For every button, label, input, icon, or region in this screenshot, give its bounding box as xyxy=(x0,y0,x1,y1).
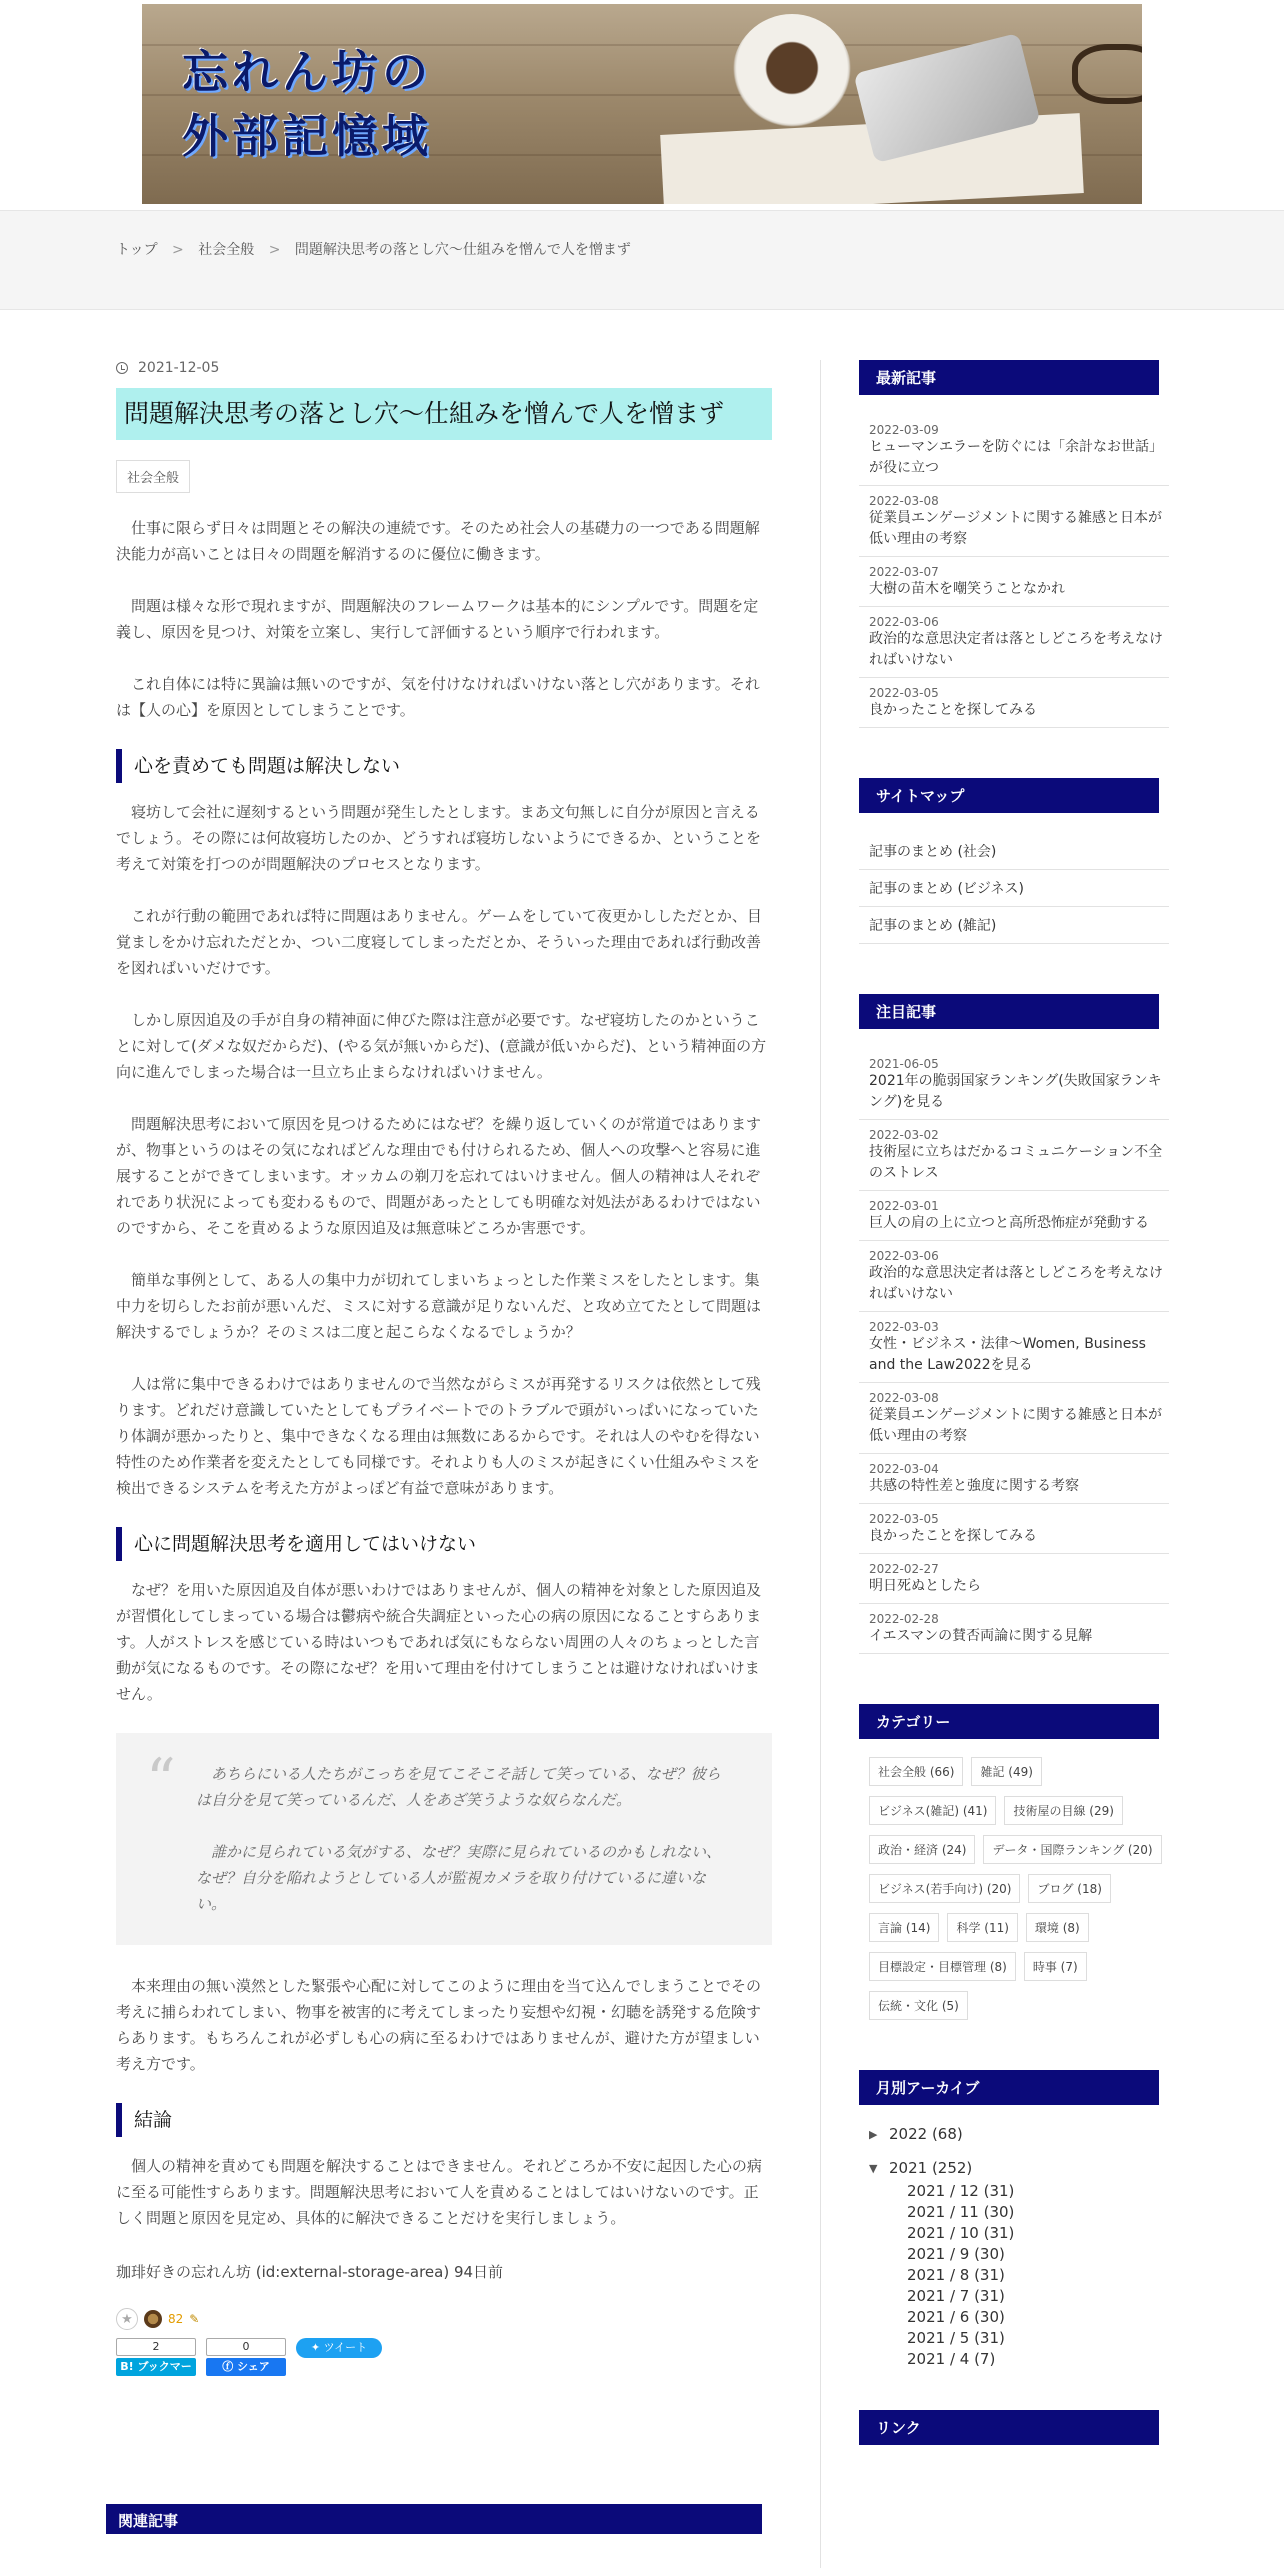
category-tag[interactable]: 時事 (7) xyxy=(1024,1952,1087,1981)
list-item[interactable] xyxy=(859,1312,1169,1383)
breadcrumb xyxy=(116,239,641,259)
archive-year-label[interactable]: 2022 (68) xyxy=(889,2125,963,2143)
clock-icon xyxy=(116,362,128,374)
post-date: 2022-03-09 xyxy=(869,423,939,437)
post-date: 2022-03-06 xyxy=(869,1249,939,1263)
archive-year-2022[interactable] xyxy=(869,2125,1169,2143)
list-item[interactable] xyxy=(859,678,1169,728)
breadcrumb-current: 問題解決思考の落とし穴～仕組みを憎んで人を憎まず xyxy=(294,242,631,258)
category-tag[interactable]: ビジネス(雑記) (41) xyxy=(869,1796,996,1825)
post-title[interactable]: 2021年の脆弱国家ランキング(失敗国家ランキング)を見る xyxy=(869,1073,1162,1110)
paragraph: しかし原因追及の手が自身の精神面に伸びた際は注意が必要です。なぜ寝坊したのかということに対して(ダメな奴だからだ)、(やる気が無いからだ)、(意識が低いからだ)、という精神面の方向に進んでしまった場合は一旦立ち止まらなければいけません。 xyxy=(116,1011,767,1081)
paragraph: これが行動の範囲であれば特に問題はありません。ゲームをしていて夜更かししただとか、目覚ましをかけ忘れただとか、つい二度寝してしまっただとか、そういった理由であれば行動改善を図ればいいだけです。 xyxy=(116,907,762,977)
tweet-label: ツイート xyxy=(323,2341,368,2354)
list-item[interactable] xyxy=(859,607,1169,678)
post-title[interactable]: 政治的な意思決定者は落としどころを考えなければいけない xyxy=(869,631,1163,668)
breadcrumb-category[interactable]: 社会全般 xyxy=(198,242,255,258)
post-title[interactable]: 女性・ビジネス・法律～Women, Business and the Law2022を見る xyxy=(869,1336,1146,1373)
post-title[interactable]: ヒューマンエラーを防ぐには「余計なお世話」が役に立つ xyxy=(869,439,1163,476)
paragraph: これ自体には特に異論は無いのですが、気を付けなければいけない落とし穴があります。それは【人の心】を原因としてしまうことです。 xyxy=(116,675,760,719)
post-date: 2022-03-06 xyxy=(869,615,939,629)
post-date: 2022-03-03 xyxy=(869,1320,939,1334)
featured-posts-widget xyxy=(859,994,1169,1654)
recent-posts-widget xyxy=(859,360,1169,728)
archive-list xyxy=(859,2125,1169,2370)
widget-heading: 最新記事 xyxy=(859,360,1159,395)
paragraph: 本来理由の無い漠然とした緊張や心配に対してこのように理由を当て込んでしまうことでその考えに捕らわれてしまい、物事を被害的に考えてしまったり妄想や幻視・幻聴を誘発する危険すらあります。もちろんこれが必ずしも心の病に至るわけではありませんが、避けた方が望ましい考え方です。 xyxy=(116,1977,762,2073)
category-tag[interactable]: 環境 (8) xyxy=(1026,1913,1089,1942)
paragraph: なぜ？を用いた原因追及自体が悪いわけではありませんが、個人の精神を対象とした原因追及が習慣化してしまっている場合は鬱病や統合失調症といった心の病の原因になることすらあります。人がストレスを感じている時はいつもであれば気にもならない周囲の人々のちょっとした言動が気になるものです。その際になぜ？を用いて理由を付けてしまうことは避けなければいけません。 xyxy=(116,1581,762,1703)
list-item[interactable] xyxy=(859,1241,1169,1312)
paragraph: 個人の精神を責めても問題を解決することはできません。それどころか不安に起因した心の病に至る可能性すらあります。問題解決思考において人を責めることはしてはいけないのです。正しく問題と原因を見定め、具体的に解決できることだけを実行しましょう。 xyxy=(116,2157,762,2227)
list-item[interactable] xyxy=(859,1049,1169,1120)
list-item[interactable] xyxy=(859,1554,1169,1604)
post-date: 2022-02-28 xyxy=(869,1612,939,1626)
quote-paragraph: あちらにいる人たちがこっちを見てこそこそ話して笑っている、なぜ？彼らは自分を見て笑っているんだ、人をあざ笑うような奴らなんだ。 xyxy=(196,1765,721,1809)
archive-year-label[interactable]: 2021 (252) xyxy=(889,2159,973,2177)
breadcrumb-top[interactable]: トップ xyxy=(116,242,158,258)
sitemap-link[interactable]: 記事のまとめ (雑記) xyxy=(859,907,1169,944)
breadcrumb-bar xyxy=(0,210,1284,310)
star-count[interactable]: 82 xyxy=(168,2312,184,2326)
post-title[interactable]: 共感の特性差と強度に関する考察 xyxy=(869,1478,1079,1494)
category-tag[interactable]: 目標設定・目標管理 (8) xyxy=(869,1952,1016,1981)
widget-heading: 注目記事 xyxy=(859,994,1159,1029)
archive-month-link[interactable]: 2021 / 11 (30) xyxy=(907,2203,1015,2221)
post-title[interactable]: 大樹の苗木を嘲笑うことなかれ xyxy=(869,581,1065,597)
list-item[interactable] xyxy=(859,1454,1169,1504)
category-tags xyxy=(859,1757,1169,2020)
section-heading: 結論 xyxy=(116,2103,772,2137)
category-tag[interactable]: 言論 (14) xyxy=(869,1913,939,1942)
entry-title[interactable]: 問題解決思考の落とし穴～仕組みを憎んで人を憎まず xyxy=(116,388,772,440)
archive-widget xyxy=(859,2070,1169,2370)
links-widget xyxy=(859,2410,1169,2445)
post-title[interactable]: 従業員エンゲージメントに関する雑感と日本が低い理由の考察 xyxy=(869,510,1163,547)
tweet-button[interactable] xyxy=(296,2338,382,2358)
category-tag[interactable]: ブログ (18) xyxy=(1028,1874,1110,1903)
facebook-share-button[interactable] xyxy=(206,2358,286,2376)
related-articles-heading: 関連記事 xyxy=(106,2504,762,2534)
breadcrumb-separator: > xyxy=(268,242,281,258)
category-tag[interactable]: 社会全般 (66) xyxy=(869,1757,963,1786)
hatena-bookmark-button[interactable]: B! ブックマーク xyxy=(116,2358,196,2376)
hatena-count[interactable]: 2 xyxy=(116,2338,196,2356)
sitemap-list xyxy=(859,833,1169,944)
list-item[interactable] xyxy=(859,557,1169,607)
main-article xyxy=(116,360,772,2391)
post-date: 2022-03-05 xyxy=(869,686,939,700)
list-item[interactable] xyxy=(859,1120,1169,1191)
entry-category-chip[interactable]: 社会全般 xyxy=(116,460,190,493)
add-star-button[interactable]: ★ xyxy=(116,2308,138,2330)
category-tag[interactable]: ビジネス(若手向け) (20) xyxy=(869,1874,1020,1903)
triangle-down-icon[interactable]: ▼ xyxy=(869,2161,878,2175)
share-buttons xyxy=(116,2338,772,2391)
post-title[interactable]: イエスマンの賛否両論に関する見解 xyxy=(869,1628,1093,1644)
entry-date[interactable]: 2021-12-05 xyxy=(138,360,220,376)
archive-month-link[interactable]: 2021 / 4 (7) xyxy=(907,2350,996,2368)
widget-heading: 月別アーカイブ xyxy=(859,2070,1159,2105)
post-date: 2021-06-05 xyxy=(869,1057,939,1071)
post-title[interactable]: 明日死ぬとしたら xyxy=(869,1578,981,1594)
archive-year-2021[interactable] xyxy=(869,2159,1169,2177)
list-item[interactable] xyxy=(859,1383,1169,1454)
hatena-bookmark-share xyxy=(116,2338,196,2391)
star-row xyxy=(116,2308,772,2330)
entry-body xyxy=(116,515,772,2231)
star-user-icon: ✎ xyxy=(189,2312,200,2326)
categories-widget xyxy=(859,1704,1169,2020)
section-heading: 心に問題解決思考を適用してはいけない xyxy=(116,1527,772,1561)
post-date: 2022-03-08 xyxy=(869,1391,939,1405)
facebook-icon: ⓕ xyxy=(222,2360,238,2373)
archive-month-link[interactable]: 2021 / 9 (30) xyxy=(907,2245,1005,2263)
paragraph: 簡単な事例として、ある人の集中力が切れてしまいちょっとした作業ミスをしたとします。集中力を切らしたお前が悪いんだ、ミスに対する意識が足りないんだ、と攻め立てたとして問題は解決するでしょうか？そのミスは二度と起こらなくなるでしょうか？ xyxy=(116,1271,762,1341)
paragraph: 問題解決思考において原因を見つけるためにはなぜ？を繰り返していくのが常道ではありますが、物事というのはその気になればどんな理由でも付けられるため、個人への攻撃へと容易に進展することができてしまいます。オッカムの剃刀を忘れてはいけません。個人の精神は人それぞれであり状況によっても変わるもので、問題があったとしても明確な対処法があるわけではないのですから、そこを責めるような原因追及は無意味どころか害悪です。 xyxy=(116,1115,762,1237)
archive-month-link[interactable]: 2021 / 8 (31) xyxy=(907,2266,1005,2284)
archive-months xyxy=(907,2181,1169,2370)
list-item[interactable] xyxy=(859,1504,1169,1554)
avatar[interactable] xyxy=(144,2310,162,2328)
paragraph: 問題は様々な形で現れますが、問題解決のフレームワークは基本的にシンプルです。問題を定義し、原因を見つけ、対策を立案し、実行して評価するという順序で行われます。 xyxy=(116,597,759,641)
archive-month-link[interactable]: 2021 / 6 (30) xyxy=(907,2308,1005,2326)
entry-date-line xyxy=(116,360,772,376)
sitemap-link[interactable]: 記事のまとめ (社会) xyxy=(859,833,1169,870)
paragraph: 寝坊して会社に遅刻するという問題が発生したとします。まあ文句無しに自分が原因と言えるでしょう。その際には何故寝坊したのか、どうすれば寝坊しないようにできるか、ということを考えて対策を打つのが問題解決のプロセスとなります。 xyxy=(116,803,762,873)
archive-month-link[interactable]: 2021 / 5 (31) xyxy=(907,2329,1005,2347)
post-title[interactable]: 技術屋に立ちはだかるコミュニケーション不全のストレス xyxy=(869,1144,1163,1181)
list-item[interactable] xyxy=(859,1604,1169,1654)
site-header xyxy=(0,0,1284,210)
facebook-share-label: シェア xyxy=(237,2360,270,2373)
post-title[interactable]: 政治的な意思決定者は落としどころを考えなければいけない xyxy=(869,1265,1163,1302)
category-tag[interactable]: 雑記 (49) xyxy=(971,1757,1041,1786)
glasses-image xyxy=(1072,44,1142,104)
widget-heading: カテゴリー xyxy=(859,1704,1159,1739)
category-tag[interactable]: 技術屋の目線 (29) xyxy=(1004,1796,1122,1825)
post-date: 2022-03-01 xyxy=(869,1199,939,1213)
quote-mark-icon: “ xyxy=(146,1746,176,1814)
paragraph: 人は常に集中できるわけではありませんので当然ながらミスが再発するリスクは依然として残ります。どれだけ意識していたとしてもプライベートでのトラブルで頭がいっぱいになっていたり体調が悪かったりと、集中できなくなる理由は無数にあるからです。それは人のやむを得ない特性のため作業者を変えたとしても同様です。それよりも人のミスが起きにくい仕組みやミスを検出できるシステムを考えた方がよっぽど有益で意味があります。 xyxy=(116,1375,761,1497)
coffee-cup-image xyxy=(732,14,852,134)
breadcrumb-separator: > xyxy=(172,242,184,258)
category-tag[interactable]: 政治・経済 (24) xyxy=(869,1835,975,1864)
facebook-count[interactable]: 0 xyxy=(206,2338,286,2356)
header-banner[interactable] xyxy=(142,4,1142,204)
recent-posts-list xyxy=(859,415,1169,728)
post-date: 2022-03-05 xyxy=(869,1512,939,1526)
post-title[interactable]: 従業員エンゲージメントに関する雑感と日本が低い理由の考察 xyxy=(869,1407,1163,1444)
sidebar xyxy=(820,360,1170,2568)
archive-month-link[interactable]: 2021 / 12 (31) xyxy=(907,2182,1015,2200)
post-date: 2022-03-02 xyxy=(869,1128,939,1142)
quote-paragraph: 誰かに見られている気がする、なぜ？実際に見られているのかもしれない、なぜ？自分を陥れようとしている人が監視カメラを取り付けているに違いない。 xyxy=(196,1843,722,1913)
post-date: 2022-03-08 xyxy=(869,494,939,508)
list-item[interactable] xyxy=(859,486,1169,557)
post-date: 2022-02-27 xyxy=(869,1562,939,1576)
twitter-icon: ✦ xyxy=(310,2341,324,2354)
widget-heading: サイトマップ xyxy=(859,778,1159,813)
category-tag[interactable]: 科学 (11) xyxy=(947,1913,1017,1942)
widget-heading: リンク xyxy=(859,2410,1159,2445)
blockquote xyxy=(116,1733,772,1945)
facebook-share xyxy=(206,2338,286,2376)
triangle-right-icon[interactable]: ▶ xyxy=(869,2127,878,2141)
archive-month-link[interactable]: 2021 / 7 (31) xyxy=(907,2287,1005,2305)
category-tag[interactable]: データ・国際ランキング (20) xyxy=(983,1835,1161,1864)
sitemap-link[interactable]: 記事のまとめ (ビジネス) xyxy=(859,870,1169,907)
section-heading: 心を責めても問題は解決しない xyxy=(116,749,772,783)
list-item[interactable] xyxy=(859,1191,1169,1241)
list-item[interactable] xyxy=(859,415,1169,486)
featured-posts-list xyxy=(859,1049,1169,1654)
post-title[interactable]: 良かったことを探してみる xyxy=(869,702,1037,718)
paragraph: 仕事に限らず日々は問題とその解決の連続です。そのため社会人の基礎力の一つである問題解決能力が高いことは日々の問題を解消するのに優位に働きます。 xyxy=(116,519,760,563)
sitemap-widget xyxy=(859,778,1169,944)
post-title[interactable]: 巨人の肩の上に立つと高所恐怖症が発動する xyxy=(869,1215,1149,1231)
archive-month-link[interactable]: 2021 / 10 (31) xyxy=(907,2224,1015,2242)
post-date: 2022-03-07 xyxy=(869,565,939,579)
post-date: 2022-03-04 xyxy=(869,1462,939,1476)
author-line[interactable]: 珈琲好きの忘れん坊 (id:external-storage-area) 94日前 xyxy=(116,2263,504,2281)
post-title[interactable]: 良かったことを探してみる xyxy=(869,1528,1037,1544)
site-title[interactable]: 忘れん坊の 外部記憶域 xyxy=(182,45,432,163)
category-tag[interactable]: 伝統・文化 (5) xyxy=(869,1991,968,2020)
